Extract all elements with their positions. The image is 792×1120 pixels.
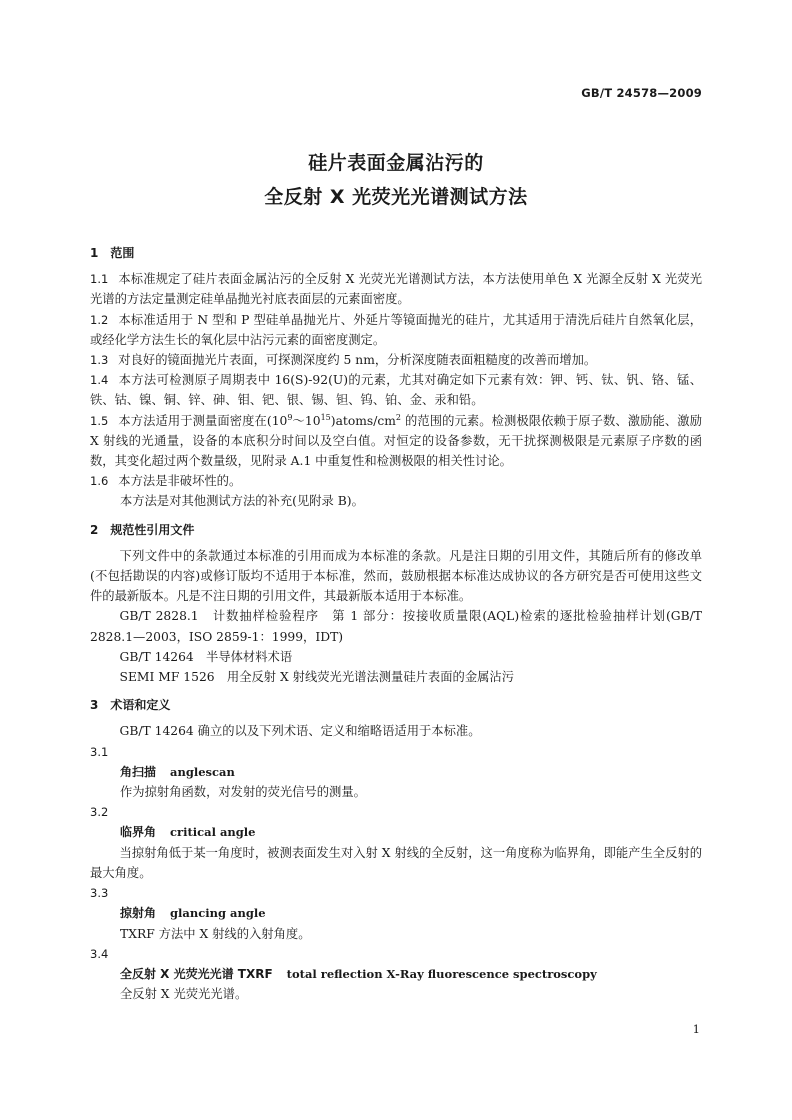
exponent: 9 <box>287 412 293 422</box>
term-english: total reflection X-Ray fluorescence spectroscopy <box>286 966 597 981</box>
clause-text-pre: 本方法适用于测量面密度在(10 <box>118 413 288 428</box>
clause-number: 1.6 <box>90 474 109 489</box>
term-chinese: 掠射角 <box>120 906 157 921</box>
clause-1-5 <box>90 411 702 472</box>
clause-number: 1.1 <box>90 272 109 287</box>
page-number: 1 <box>692 1022 700 1036</box>
exponent: 2 <box>395 412 401 422</box>
clause-1-4 <box>90 370 702 410</box>
term-chinese: 临界角 <box>120 825 157 840</box>
references-intro: 下列文件中的条款通过本标准的引用而成为本标准的条款。凡是注日期的引用文件，其随后所有的修改单(不包括勘误的内容)或修订版均不适用于本标准，然而，鼓励根据本标准达成协议的各方研究是否可使用这些文件的最新版本。凡是不注日期的引用文件，其最新版本适用于本标准。 <box>90 548 702 604</box>
document-title-line-1: 硅片表面金属沾污的 <box>308 152 484 174</box>
clause-number: 1.5 <box>90 413 109 428</box>
clause-1-1 <box>90 269 702 309</box>
term-number: 3.3 <box>90 886 109 901</box>
clause-text: 本标准规定了硅片表面金属沾污的全反射 X 光荧光光谱测试方法，本方法使用单色 X 光源全反射 X 光荧光光谱的方法定量测定硅单晶抛光衬底表面层的元素面密度。 <box>90 272 702 307</box>
term-number: 3.4 <box>90 946 109 961</box>
term-heading <box>90 762 702 782</box>
term-definition: 全反射 X 光荧光光谱。 <box>120 987 248 1002</box>
section-heading-terms-definitions: 3 术语和定义 <box>90 698 171 713</box>
term-number: 3.2 <box>90 805 109 820</box>
clause-text: 本方法是非破坏性的。 <box>118 474 242 489</box>
clause-unit: )atoms/cm <box>330 413 396 428</box>
section-heading-normative-references: 2 规范性引用文件 <box>90 522 195 537</box>
clause-number: 1.3 <box>90 353 109 368</box>
term-heading <box>90 903 702 923</box>
clause-text: 对良好的镜面抛光片表面，可探测深度约 5 nm，分析深度随表面粗糙度的改善而增加。 <box>118 353 597 368</box>
section-heading-scope: 1 范围 <box>90 246 135 260</box>
term-definition: 作为掠射角函数，对发射的荧光信号的测量。 <box>120 785 366 800</box>
clause-1-6 <box>90 471 702 491</box>
term-definition: TXRF 方法中 X 射线的入射角度。 <box>120 926 311 941</box>
clause-number: 1.2 <box>90 312 109 327</box>
document-title-line-2: 全反射 X 光荧光光谱测试方法 <box>264 186 528 208</box>
document-body <box>90 243 702 1004</box>
term-definition: 当掠射角低于某一角度时，被测表面发生对入射 X 射线的全反射，这一角度称为临界角，即能产生全反射的最大角度。 <box>90 845 702 880</box>
term-english: critical angle <box>170 825 256 840</box>
reference-item: GB/T 14264 半导体材料术语 <box>119 649 293 664</box>
clause-text-mid: ～10 <box>292 413 321 428</box>
reference-item: GB/T 2828.1 计数抽样检验程序 第 1 部分：按接收质量限(AQL)检索的逐批检验抽样计划(GB/T 2828.1—2003，ISO 2859-1：1999，IDT) <box>90 609 702 644</box>
reference-item: SEMI MF 1526 用全反射 X 射线荧光光谱法测量硅片表面的金属沾污 <box>119 670 515 685</box>
term-heading <box>90 822 702 842</box>
clause-text: 本方法可检测原子周期表中 16(S)-92(U)的元素，尤其对确定如下元素有效：钾、钙、钛、钒、铬、锰、铁、钴、镍、铜、锌、砷、钼、钯、银、锡、钽、钨、铂、金、汞和铅。 <box>90 373 702 408</box>
clause-1-6-note: 本方法是对其他测试方法的补充(见附录 B)。 <box>120 494 364 509</box>
standard-code: GB/T 24578—2009 <box>581 86 702 100</box>
term-number: 3.1 <box>90 744 109 759</box>
term-english: anglescan <box>170 764 235 779</box>
clause-1-2 <box>90 310 702 350</box>
term-chinese: 全反射 X 光荧光光谱 TXRF <box>120 966 273 981</box>
term-chinese: 角扫描 <box>120 764 157 779</box>
clause-text: 本标准适用于 N 型和 P 型硅单晶抛光片、外延片等镜面抛光的硅片，尤其适用于清洗后硅片自然氧化层，或经化学方法生长的氧化层中沾污元素的面密度测定。 <box>90 312 702 347</box>
term-english: glancing angle <box>170 906 266 921</box>
clause-number: 1.4 <box>90 373 109 388</box>
clause-text-post: 的范围的元素。检测极限依赖于原子数、激励能、激励 X 射线的光通量，设备的本底积分时间以及空白值。对恒定的设备参数，无干扰探测极限是元素原子序数的函数，其变化超过两个数量级，见附录 A.1 中重复性和检测极限的相关性讨论。 <box>90 413 702 469</box>
clause-1-3 <box>90 350 702 370</box>
term-heading <box>90 964 702 984</box>
terms-intro: GB/T 14264 确立的以及下列术语、定义和缩略语适用于本标准。 <box>119 724 481 739</box>
exponent: 15 <box>320 412 331 422</box>
